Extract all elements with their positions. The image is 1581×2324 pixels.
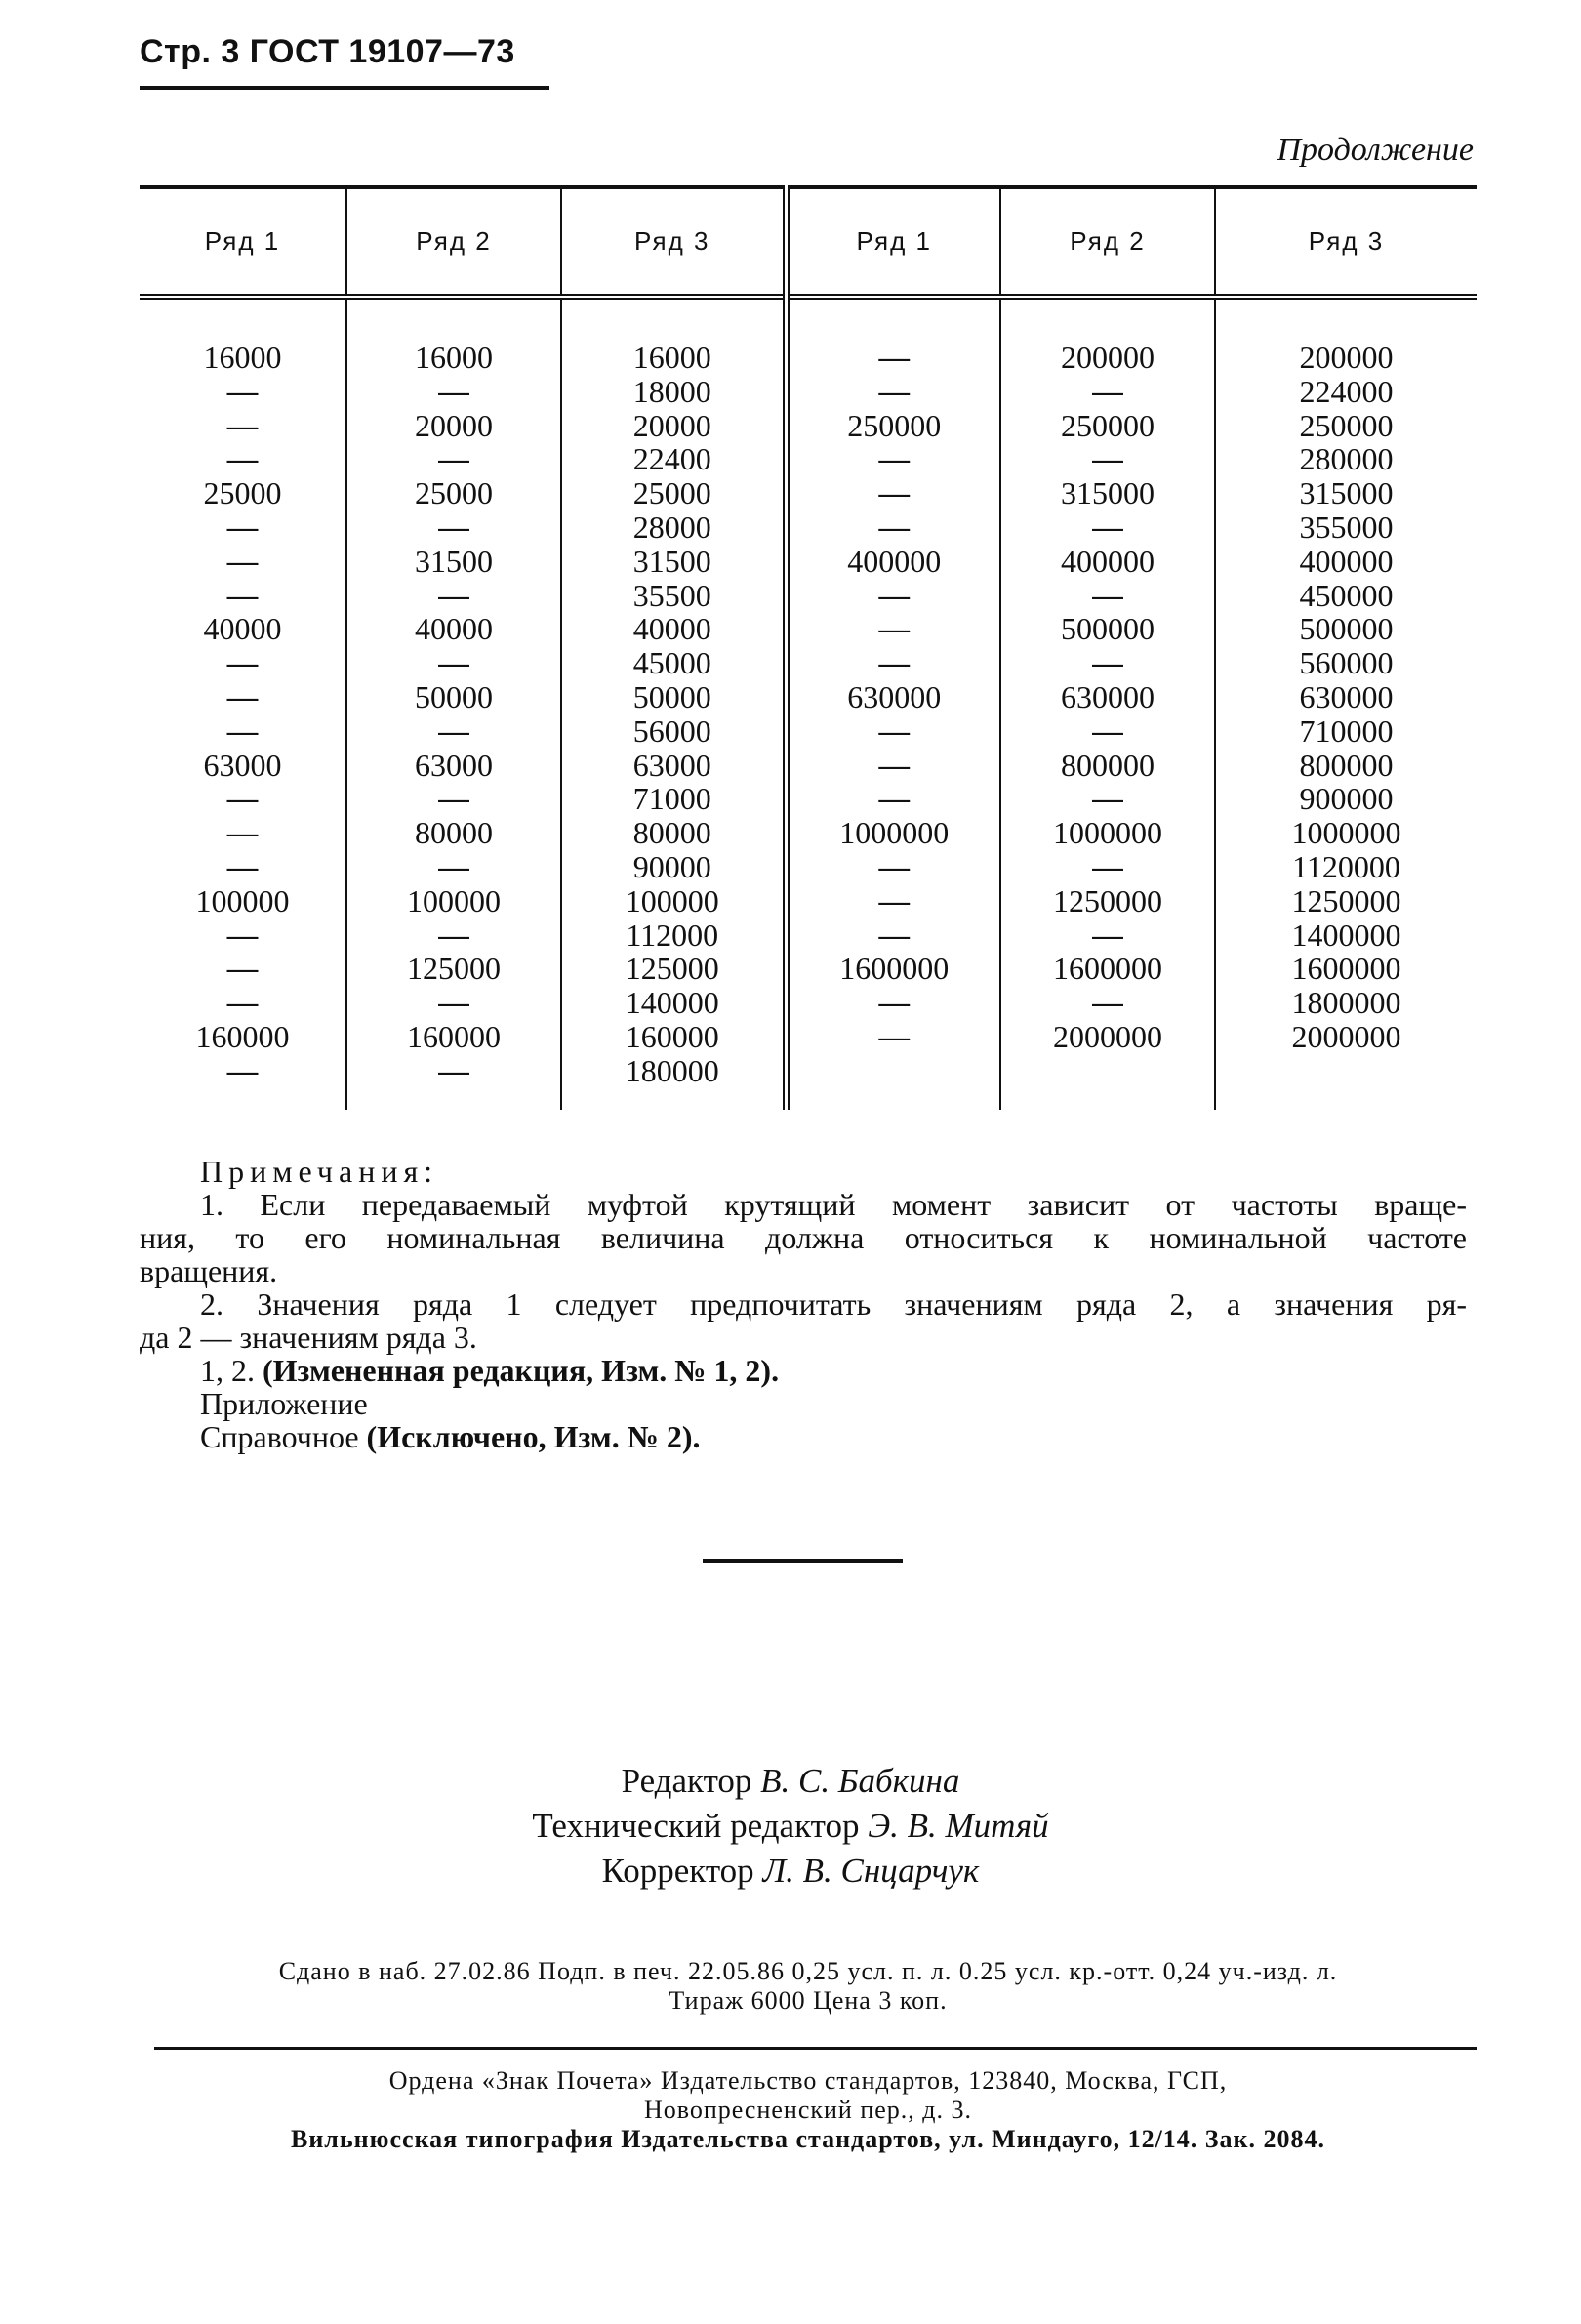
table-cell: 1600000 bbox=[1053, 951, 1162, 987]
table-cell: — bbox=[226, 917, 259, 953]
corrector-line bbox=[0, 1852, 1581, 1891]
note-1-line-2: ния, то его номинальная величина должна относиться к номинальной частоте bbox=[140, 1220, 1467, 1255]
table-cell: 1250000 bbox=[1291, 882, 1401, 918]
table-cell: 16000 bbox=[415, 340, 493, 375]
header-row-3-left: Ряд 3 bbox=[561, 187, 786, 297]
table-cell: — bbox=[226, 441, 259, 477]
table-cell: — bbox=[1092, 781, 1123, 817]
table-cell: 63000 bbox=[203, 747, 282, 783]
table-cell: — bbox=[878, 747, 911, 783]
table-cell: — bbox=[878, 340, 911, 375]
table-cell: 112000 bbox=[626, 917, 719, 953]
table-cell: 40000 bbox=[632, 611, 711, 647]
table-cell: — bbox=[1092, 509, 1123, 545]
table-cell: 100000 bbox=[195, 882, 290, 918]
table-cell: — bbox=[226, 848, 259, 884]
tech-editor-label: Технический редактор bbox=[532, 1807, 860, 1845]
table-cell: 800000 bbox=[1061, 747, 1155, 783]
table-cell: 400000 bbox=[847, 543, 942, 579]
column-row-2-right bbox=[1000, 297, 1215, 1110]
table-cell: — bbox=[438, 373, 469, 409]
table-cell: — bbox=[226, 543, 259, 579]
printer-line: Вильнюсская типография Издательства стандартов, ул. Миндауго, 12/14. Зак. 2084. bbox=[290, 2125, 1326, 2153]
table-cell: 560000 bbox=[1299, 645, 1394, 681]
table-cell: 250000 bbox=[847, 407, 942, 443]
publisher-line-2: Новопресненский пер., д. 3. bbox=[643, 2096, 973, 2124]
note-1-line-3: вращения. bbox=[140, 1253, 278, 1288]
table-cell: 1000000 bbox=[1053, 815, 1162, 851]
table-cell: — bbox=[226, 577, 259, 613]
page-header: Стр. 3 ГОСТ 19107—73 bbox=[140, 33, 515, 70]
table-cell: — bbox=[1092, 577, 1123, 613]
table-cell: — bbox=[878, 577, 911, 613]
tech-editor-line bbox=[0, 1807, 1581, 1846]
reference-prefix: Справочное bbox=[200, 1419, 367, 1454]
table-cell: 315000 bbox=[1299, 475, 1394, 511]
table-cell: — bbox=[878, 475, 911, 511]
table-cell: 18000 bbox=[632, 373, 711, 409]
table-cell: 400000 bbox=[1299, 543, 1394, 579]
note-2-line-1: 2. Значения ряда 1 следует предпочитать значениям ряда 2, а значения ря- bbox=[200, 1286, 1467, 1322]
table-cell: 63000 bbox=[415, 747, 493, 783]
table-cell: — bbox=[438, 577, 469, 613]
table-cell: — bbox=[1092, 441, 1123, 477]
notes-section bbox=[140, 1155, 1467, 1453]
table-cell: — bbox=[878, 985, 911, 1021]
table-cell: 710000 bbox=[1299, 713, 1394, 749]
table-cell: 125000 bbox=[625, 951, 719, 987]
table-cell: 71000 bbox=[632, 781, 711, 817]
editor-label: Редактор bbox=[621, 1762, 752, 1800]
header-rule bbox=[140, 86, 549, 90]
publisher-line-1: Ордена «Знак Почета» Издательство стандартов, 123840, Москва, ГСП, bbox=[388, 2066, 1228, 2095]
table-cell: 100000 bbox=[407, 882, 501, 918]
table-cell: — bbox=[1092, 645, 1123, 681]
table-cell: 45000 bbox=[632, 645, 711, 681]
table-cell: — bbox=[1092, 985, 1123, 1021]
table-cell: 31500 bbox=[632, 543, 711, 579]
reference-text: (Исключено, Изм. № 2). bbox=[366, 1419, 701, 1454]
table-cell: — bbox=[878, 509, 911, 545]
continuation-label: Продолжение bbox=[1277, 132, 1474, 168]
table-cell: 35500 bbox=[632, 577, 711, 613]
table-cell: 1600000 bbox=[839, 951, 950, 987]
table-cell: 100000 bbox=[625, 882, 719, 918]
section-divider bbox=[703, 1559, 903, 1563]
table-cell: 315000 bbox=[1061, 475, 1155, 511]
table-cell: 1120000 bbox=[1292, 848, 1400, 884]
table-cell: 630000 bbox=[1061, 678, 1155, 714]
reference-note bbox=[140, 1420, 1467, 1453]
editor-line bbox=[0, 1762, 1581, 1801]
tech-editor-name: Э. В. Митяй bbox=[868, 1807, 1049, 1845]
table-cell: — bbox=[226, 1052, 259, 1088]
table-cell: — bbox=[878, 713, 911, 749]
table-cell: — bbox=[1092, 373, 1123, 409]
table-cell: 25000 bbox=[415, 475, 493, 511]
table-cell: 250000 bbox=[1299, 407, 1394, 443]
table-cell: — bbox=[438, 509, 469, 545]
table-cell: 1800000 bbox=[1291, 985, 1401, 1021]
table-cell: 250000 bbox=[1061, 407, 1155, 443]
table-cell: 80000 bbox=[632, 815, 711, 851]
table-cell: 160000 bbox=[407, 1018, 501, 1054]
column-row-1-right bbox=[786, 297, 1000, 1110]
table-cell: — bbox=[438, 1052, 469, 1088]
table-cell: — bbox=[878, 848, 911, 884]
amendment-text: (Измененная редакция, Изм. № 1, 2). bbox=[263, 1353, 780, 1388]
table-cell: — bbox=[438, 848, 469, 884]
table-cell: 1000000 bbox=[1291, 815, 1401, 851]
table-cell: 22400 bbox=[632, 441, 711, 477]
imprint-line-2: Тираж 6000 Цена 3 коп. bbox=[669, 1986, 948, 2015]
table-cell: — bbox=[226, 985, 259, 1021]
table-cell: — bbox=[878, 882, 911, 918]
table-cell: — bbox=[438, 917, 469, 953]
editor-name: В. С. Бабкина bbox=[760, 1762, 960, 1800]
table-cell: — bbox=[1092, 713, 1123, 749]
table-cell: 450000 bbox=[1299, 577, 1394, 613]
table-cell: — bbox=[226, 815, 259, 851]
table-cell: 31500 bbox=[415, 543, 493, 579]
table-cell: — bbox=[226, 678, 259, 714]
table-cell: — bbox=[878, 917, 911, 953]
table-cell: 1400000 bbox=[1291, 917, 1401, 953]
appendix-label: Приложение bbox=[200, 1386, 368, 1421]
note-1-line-1: 1. Если передаваемый муфтой крутящий момент зависит от частоты враще- bbox=[200, 1187, 1467, 1222]
table-cell: 16000 bbox=[203, 340, 282, 375]
table-cell: — bbox=[438, 713, 469, 749]
header-row-1-left: Ряд 1 bbox=[140, 187, 346, 297]
table-cell: 200000 bbox=[1299, 340, 1394, 375]
table-cell: 16000 bbox=[632, 340, 711, 375]
corrector-name: Л. В. Снцарчук bbox=[762, 1852, 980, 1890]
amendment-note bbox=[140, 1354, 1467, 1387]
table-cell: — bbox=[226, 373, 259, 409]
table-cell: 56000 bbox=[632, 713, 711, 749]
table-cell: — bbox=[438, 441, 469, 477]
table-cell: 1000000 bbox=[839, 815, 950, 851]
table-cell: 400000 bbox=[1061, 543, 1155, 579]
table-cell: 500000 bbox=[1061, 611, 1155, 647]
column-row-3-left bbox=[561, 297, 786, 1110]
table-cell: — bbox=[226, 407, 259, 443]
table-cell: 50000 bbox=[415, 678, 493, 714]
column-row-3-right bbox=[1215, 297, 1477, 1110]
amendment-prefix: 1, 2. bbox=[200, 1353, 263, 1388]
bottom-rule bbox=[154, 2047, 1477, 2050]
table-cell: — bbox=[226, 509, 259, 545]
table-header-row bbox=[140, 187, 1477, 297]
header-row-2-left: Ряд 2 bbox=[346, 187, 561, 297]
table-cell: 90000 bbox=[632, 848, 711, 884]
column-row-1-left bbox=[140, 297, 346, 1110]
header-row-2-right: Ряд 2 bbox=[1000, 187, 1215, 297]
table-cell: — bbox=[226, 713, 259, 749]
table-cell: 40000 bbox=[203, 611, 282, 647]
table-cell: — bbox=[878, 645, 911, 681]
table-cell: — bbox=[878, 373, 911, 409]
table-cell: 125000 bbox=[407, 951, 501, 987]
table-cell: 280000 bbox=[1299, 441, 1394, 477]
table-cell: 50000 bbox=[632, 678, 711, 714]
table-cell: 20000 bbox=[415, 407, 493, 443]
table-cell: 160000 bbox=[195, 1018, 290, 1054]
table-cell: 40000 bbox=[415, 611, 493, 647]
column-row-2-left bbox=[346, 297, 561, 1110]
table-cell: 1250000 bbox=[1053, 882, 1162, 918]
table-cell: 1600000 bbox=[1291, 951, 1401, 987]
corrector-label: Корректор bbox=[601, 1852, 754, 1890]
table-cell: — bbox=[226, 645, 259, 681]
table-cell: 180000 bbox=[625, 1052, 719, 1088]
table-cell: 630000 bbox=[847, 678, 942, 714]
notes-title: Примечания: bbox=[200, 1154, 439, 1189]
table-cell: — bbox=[226, 781, 259, 817]
note-2-line-2: да 2 — значениям ряда 3. bbox=[140, 1320, 477, 1355]
table-cell: 25000 bbox=[203, 475, 282, 511]
table-cell: — bbox=[878, 611, 911, 647]
table-cell: 500000 bbox=[1299, 611, 1394, 647]
table-cell: 2000000 bbox=[1053, 1018, 1162, 1054]
table-cell: 63000 bbox=[632, 747, 711, 783]
table-cell: 140000 bbox=[625, 985, 719, 1021]
table-cell: 28000 bbox=[632, 509, 711, 545]
imprint-line-1: Сдано в наб. 27.02.86 Подп. в печ. 22.05.86 0,25 усл. п. л. 0.25 усл. кр.-отт. 0,24 уч.-изд. л. bbox=[278, 1957, 1338, 1985]
header-row-3-right: Ряд 3 bbox=[1215, 187, 1477, 297]
table-cell: 80000 bbox=[415, 815, 493, 851]
table-cell: 800000 bbox=[1299, 747, 1394, 783]
table-cell: — bbox=[438, 645, 469, 681]
table-cell: 160000 bbox=[625, 1018, 719, 1054]
table-cell: 900000 bbox=[1299, 781, 1394, 817]
table-cell: — bbox=[1092, 848, 1123, 884]
table-cell: — bbox=[226, 951, 259, 987]
table-cell: — bbox=[878, 781, 911, 817]
table-body-row bbox=[140, 297, 1477, 1110]
table-cell: 224000 bbox=[1299, 373, 1394, 409]
table-cell: — bbox=[438, 985, 469, 1021]
table-cell: — bbox=[878, 441, 911, 477]
table-cell: 2000000 bbox=[1291, 1018, 1401, 1054]
table-cell: — bbox=[438, 781, 469, 817]
table-cell: 630000 bbox=[1299, 678, 1394, 714]
series-table bbox=[140, 185, 1477, 1110]
table-cell: 20000 bbox=[632, 407, 711, 443]
table-cell: 355000 bbox=[1299, 509, 1394, 545]
table-cell: — bbox=[878, 1018, 911, 1054]
table-cell: — bbox=[1092, 917, 1123, 953]
table-cell: 25000 bbox=[632, 475, 711, 511]
header-row-1-right: Ряд 1 bbox=[786, 187, 1000, 297]
table-cell: 200000 bbox=[1061, 340, 1155, 375]
